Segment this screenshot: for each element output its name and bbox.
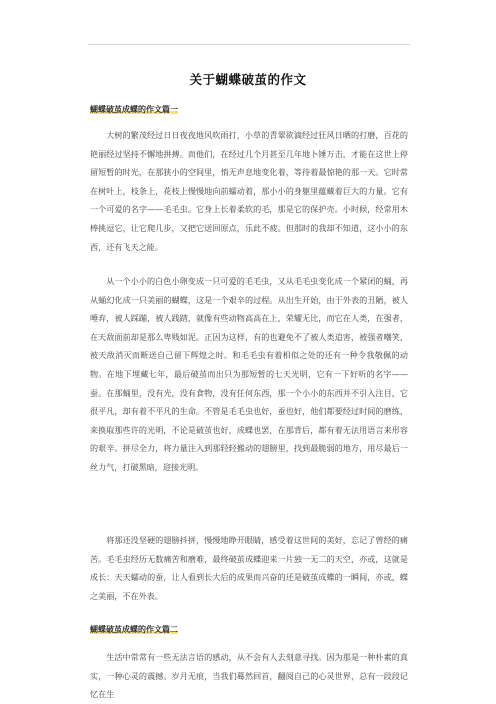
paragraph-2: 从一个小小的白色小卵变成一只可爱的毛毛虫，又从毛毛虫变化成一个紧闭的蛹，再从蛹幻化成一只美丽的蝴蝶，这是一个艰辛的过程。从出生开始，由于外表的丑陋，被人唾弃，被人踩蹦，被人践踏，就像有些动物高高在上，荣耀无比，而它在人类，在强者，在天敌面前却是那么卑贱如泥。正因为这样，有的也避免不了被人类追害，被强者嘲笑，被天敌消灭而断送自己留下辉煌之时。和毛毛虫有着相似之处的还有一种令我敬佩的动物。在地下埋藏七年，最后破茧而出只为那短暂的七天光明，它有一下好听的名字——蚕。在那蛹里，没有光，没有食物，没有任何东西，那一个小小的东西并不引入注目，它很平凡，却有着不平凡的生命。不管是毛毛虫也好，蚕也好，他们都要经过时间的磨练，来换取那些许的光明，不论是破茧也好，成蝶也罢，在那背后，都有着无法用语言来形容的艰辛。拼尽全力，将力量注入到那轻轻搬动的翅膀里，找到最脆弱的地方，用尽最后一丝力气，打破黑暗，迎接光明。 bbox=[90, 276, 408, 472]
paragraph-4: 生活中常常有一些无法言语的感动，从不会有人去刻意寻找。因为那是一种朴素的真实，一种心灵的震撼。岁月无痕，当我们蓦然回首，翻阅自己的心灵世界，总有一段段记忆在生 bbox=[90, 652, 408, 700]
paragraph-1: 大树的繁茂经过日日夜夜地风吹雨打，小草的青翠欲滴经过狂风日晒的打磨，百花的艳丽经过坚持不懈地拼搏。而他们，在经过几个月甚至几年地卜锤万击，才能在这世上停留短暂的时光，在那狭小的空间里，悄无声息地变化着，等待着最惊艳的那一天。它时常在树叶上，枝条上，花枝上慢慢地向前蠕动着，那小小的身躯里蕴藏着巨大的力量。它有一个可爱的名字——毛毛虫。它身上长着柔软的毛，那是它的保护壳。小时候，经常用木棒挑逗它，让它爬几步，又把它送回原点，乐此不疲。但那时的我却不知道，这小小的东西，还有飞天之能。 bbox=[90, 130, 408, 252]
header-rule bbox=[88, 44, 410, 45]
section-heading-2 bbox=[90, 624, 178, 635]
document-title: 关于蝴蝶破茧的作文 bbox=[189, 72, 307, 87]
paragraph-3: 将那还没坚硬的翅膀抖拼，慢慢地睁开眼睛，感受着这世间的美好，忘记了曾经的痛苦。毛毛虫经历无数痛苦和磨难，最终破茧成蝶迎来一片独一无二的天空，亦或，这就是成长：天天蠕动的蚕，让人看到长大后的成果而兴奋的还是破茧成蝶的一瞬间，亦或，蝶之美丽，不在外表。 bbox=[90, 535, 408, 601]
section-heading-text: 蝴蝶破茧成蝶的作文篇一 bbox=[90, 105, 178, 114]
section-heading-1 bbox=[90, 104, 178, 115]
section-heading-text: 蝴蝶破茧成蝶的作文篇二 bbox=[90, 625, 178, 634]
